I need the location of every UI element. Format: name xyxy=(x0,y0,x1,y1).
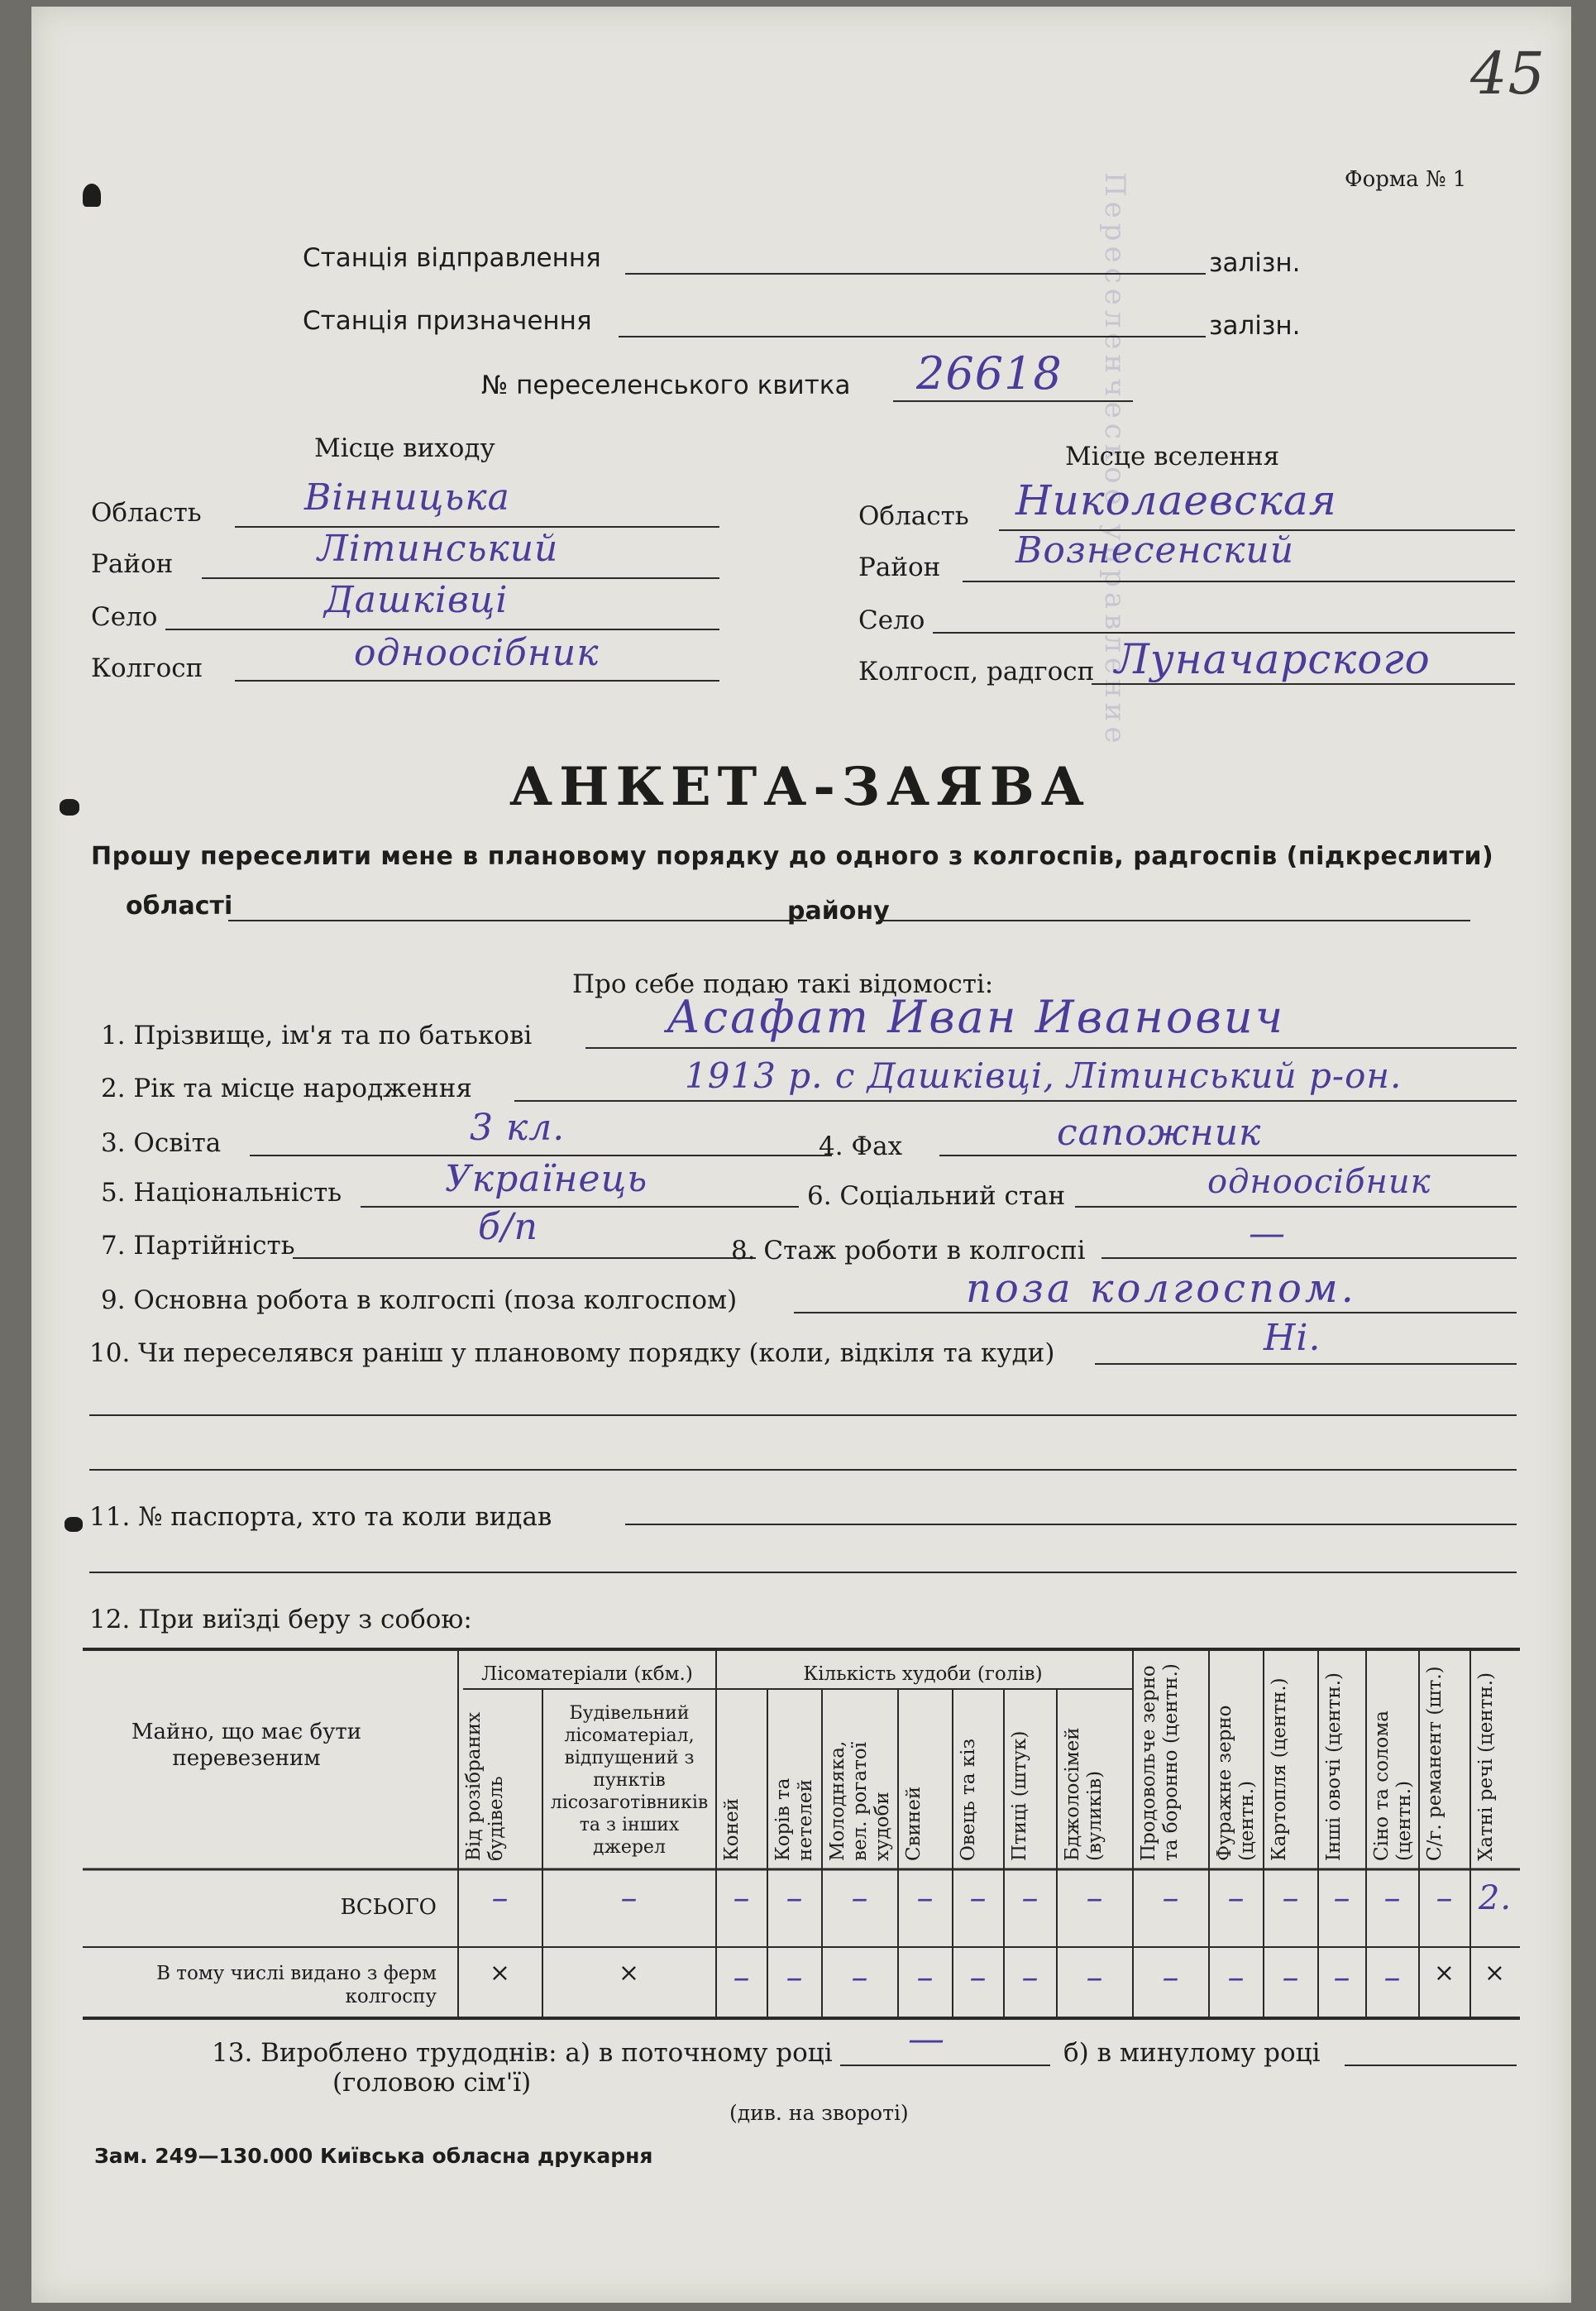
origin-raion-value: Літинський xyxy=(318,528,559,570)
table-col-header-11: Картопля (центн.) xyxy=(1269,1677,1290,1861)
table-col-header-6: Овець та кіз xyxy=(958,1738,979,1861)
field-9-label: 9. Основна робота в колгоспі (поза колгоспом) xyxy=(101,1285,738,1315)
field-12-label: 12. При виїзді беру з собою: xyxy=(89,1605,472,1634)
table-cell-r0-c8: – xyxy=(1086,1879,1104,1917)
field-6-value: одноосібник xyxy=(1207,1163,1431,1201)
destination-station-label: Станція призначення xyxy=(303,306,592,336)
table-row-total-label: ВСЬОГО xyxy=(340,1895,437,1920)
field-3-label: 3. Освіта xyxy=(101,1128,222,1158)
field-10-label: 10. Чи переселявся раніш у плановому порядку (коли, відкіля та куди) xyxy=(89,1338,1055,1368)
request-oblast-label: області xyxy=(126,892,233,921)
table-cell-r0-c5: – xyxy=(916,1879,934,1917)
table-col-header-7: Птиці (штук) xyxy=(1009,1730,1030,1861)
field-9-value: поза колгоспом. xyxy=(966,1266,1357,1312)
table-cell-r0-c12: – xyxy=(1333,1879,1351,1917)
table-cell-r1-c3: – xyxy=(786,1959,804,1997)
request-text: Прошу переселити мене в плановому порядку до одного з колгоспів, радгоспів (підкреслити) xyxy=(91,842,1494,871)
origin-selo-label: Село xyxy=(91,602,158,632)
table-row-header: Майно, що має бути перевезеним xyxy=(131,1720,362,1771)
field-2-value: 1913 р. с Дашківці, Літинський р-он. xyxy=(685,1055,1402,1096)
origin-kolhosp-value: одноосібник xyxy=(354,632,600,674)
field-2-label: 2. Рік та місце народження xyxy=(101,1074,472,1103)
table-cell-r0-c2: – xyxy=(733,1879,751,1917)
table-group-lumber: Лісоматеріали (кбм.) xyxy=(481,1663,693,1685)
field-8-label: 8. Стаж роботи в колгоспі xyxy=(731,1236,1086,1266)
table-col-header-1: Будівельний лісоматеріал, відпущений з пунктів лісозаготівників та з інших джерел xyxy=(550,1703,709,1858)
faded-stamp: Переселенческое управление xyxy=(1098,172,1131,749)
field-7-value: б/п xyxy=(478,1206,539,1248)
table-cell-r1-c4: – xyxy=(851,1959,869,1997)
ticket-number-value: 26618 xyxy=(916,347,1063,400)
table-cell-r0-c1: – xyxy=(620,1879,638,1917)
form-number: Форма № 1 xyxy=(1345,167,1467,192)
origin-oblast-value: Вінницька xyxy=(304,476,510,519)
field-6-label: 6. Соціальний стан xyxy=(807,1181,1066,1211)
field-13-label: 13. Вироблено трудоднів: а) в поточному році xyxy=(212,2038,833,2068)
table-col-header-9: Продовольче зерно та боронно (центн.) xyxy=(1138,1663,1182,1861)
table-col-header-12: Інші овочі (центн.) xyxy=(1323,1672,1345,1861)
ticket-number-label: № переселенського квитка xyxy=(481,371,851,400)
destination-kolhosp-value: Луначарского xyxy=(1115,635,1431,683)
table-cell-r0-c15: 2. xyxy=(1478,1879,1512,1917)
table-col-header-5: Свиней xyxy=(903,1786,925,1861)
destination-selo-label: Село xyxy=(858,605,925,635)
table-cell-r1-c12: – xyxy=(1333,1959,1351,1997)
table-cell-r1-c15: × xyxy=(1484,1959,1507,1988)
printer-imprint: Зам. 249—130.000 Київська обласна друкарня xyxy=(94,2144,653,2168)
table-col-header-14: С/г. реманент (шт.) xyxy=(1424,1666,1445,1861)
table-cell-r1-c0: × xyxy=(489,1959,512,1988)
origin-selo-value: Дашківці xyxy=(324,579,509,621)
destination-rail-suffix: залізн. xyxy=(1209,311,1301,341)
form-title: АНКЕТА-ЗАЯВА xyxy=(509,756,1091,818)
see-back-note: (див. на звороті) xyxy=(729,2101,909,2125)
table-col-header-10: Фуражне зерно (центн.) xyxy=(1214,1705,1258,1861)
destination-kolhosp-label: Колгосп, радгосп xyxy=(858,657,1095,687)
destination-raion-label: Район xyxy=(858,553,941,582)
field-13-sub: (головою сім'ї) xyxy=(332,2068,532,2098)
table-cell-r0-c9: – xyxy=(1162,1879,1180,1917)
table-cell-r1-c6: – xyxy=(969,1959,987,1997)
table-cell-r1-c1: × xyxy=(618,1959,641,1988)
departure-station-label: Станція відправлення xyxy=(303,243,601,273)
table-col-header-0: Від розібраних будівель xyxy=(463,1711,507,1861)
field-5-label: 5. Національність xyxy=(101,1178,342,1208)
table-col-header-4: Молодняка, вел. рогатої худоби xyxy=(827,1740,893,1861)
corner-mark: 45 xyxy=(1470,40,1546,108)
info-heading: Про себе подаю такі відомості: xyxy=(572,969,994,999)
table-col-header-15: Хатні речі (центн.) xyxy=(1475,1672,1497,1861)
destination-raion-value: Вознесенский xyxy=(1015,529,1295,572)
table-cell-r1-c9: – xyxy=(1162,1959,1180,1997)
field-11-label: 11. № паспорта, хто та коли видав xyxy=(89,1502,552,1532)
origin-oblast-label: Область xyxy=(91,498,202,528)
table-group-cattle: Кількість худоби (голів) xyxy=(803,1663,1043,1685)
table-cell-r0-c6: – xyxy=(969,1879,987,1917)
table-col-header-13: Сіно та солома (центн.) xyxy=(1371,1711,1415,1861)
table-cell-r1-c10: – xyxy=(1227,1959,1245,1997)
destination-oblast-value: Николаевская xyxy=(1015,476,1337,524)
field-4-label: 4. Фах xyxy=(819,1132,903,1161)
table-cell-r0-c7: – xyxy=(1021,1879,1039,1917)
field-1-label: 1. Прізвище, ім'я та по батькові xyxy=(101,1021,533,1050)
field-8-value: — xyxy=(1249,1213,1286,1255)
destination-heading: Місце вселення xyxy=(1065,442,1280,471)
field-13-prev-label: б) в минулому році xyxy=(1063,2038,1321,2068)
table-cell-r1-c14: × xyxy=(1433,1959,1456,1988)
table-cell-r0-c11: – xyxy=(1282,1879,1300,1917)
table-cell-r0-c3: – xyxy=(786,1879,804,1917)
table-cell-r1-c11: – xyxy=(1282,1959,1300,1997)
field-3-value: 3 кл. xyxy=(470,1107,566,1149)
table-cell-r0-c13: – xyxy=(1383,1879,1402,1917)
origin-kolhosp-label: Колгосп xyxy=(91,653,203,683)
table-cell-r1-c7: – xyxy=(1021,1959,1039,1997)
punch-mark-top xyxy=(83,184,101,207)
table-cell-r0-c10: – xyxy=(1227,1879,1245,1917)
table-cell-r0-c4: – xyxy=(851,1879,869,1917)
punch-mark-bottom xyxy=(65,1517,83,1532)
destination-oblast-label: Область xyxy=(858,501,969,531)
field-7-label: 7. Партійність xyxy=(101,1231,295,1261)
table-cell-r1-c8: – xyxy=(1086,1959,1104,1997)
form-sheet xyxy=(31,7,1571,2303)
table-col-header-2: Коней xyxy=(721,1798,743,1861)
table-cell-r1-c2: – xyxy=(733,1959,751,1997)
table-cell-r0-c0: – xyxy=(491,1879,509,1917)
field-5-value: Українець xyxy=(445,1158,648,1200)
request-raion-label: району xyxy=(787,897,890,926)
field-4-value: сапожник xyxy=(1057,1112,1262,1154)
origin-raion-label: Район xyxy=(91,549,174,579)
origin-heading: Місце виходу xyxy=(314,433,495,463)
table-col-header-3: Корів та нетелей xyxy=(772,1778,816,1861)
table-cell-r1-c13: – xyxy=(1383,1959,1402,1997)
field-10-value: Ні. xyxy=(1264,1317,1321,1359)
table-row-kolhosp-label: В тому числі видано з ферм колгоспу xyxy=(156,1963,437,2007)
table-cell-r1-c5: – xyxy=(916,1959,934,1997)
field-1-value: Асафат Иван Иванович xyxy=(667,991,1286,1043)
table-cell-r0-c14: – xyxy=(1436,1879,1454,1917)
departure-rail-suffix: залізн. xyxy=(1209,248,1301,278)
table-col-header-8: Бджолосімей (вуликів) xyxy=(1062,1727,1106,1861)
punch-mark-middle xyxy=(60,799,79,816)
field-13-current-value: — xyxy=(908,2018,945,2060)
